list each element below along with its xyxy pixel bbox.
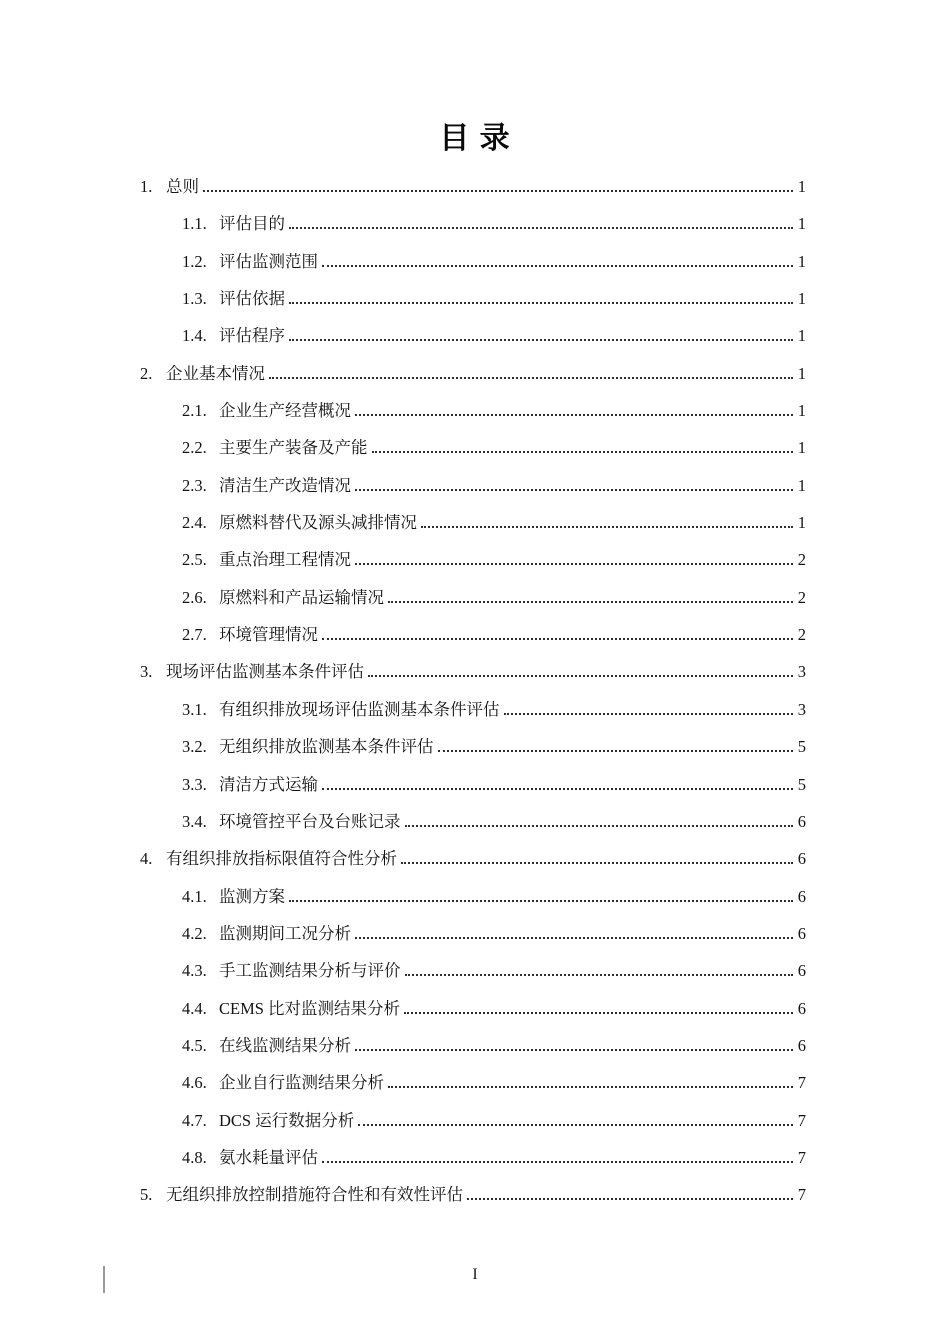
toc-entry-label: 清洁生产改造情况: [219, 475, 351, 495]
toc-entry-page-number: 6: [797, 849, 806, 869]
toc-entry-number: 2.: [140, 363, 153, 383]
toc-entry[interactable]: [140, 1027, 806, 1064]
toc-entry-label: 清洁方式运输: [219, 774, 318, 794]
table-of-contents: [140, 168, 806, 1214]
toc-entry-label: DCS 运行数据分析: [219, 1110, 355, 1130]
toc-dotted-leader: [289, 898, 793, 902]
toc-entry[interactable]: [140, 952, 806, 989]
toc-entry-label: 原燃料替代及源头减排情况: [219, 513, 417, 533]
footer-page-number: I: [472, 1266, 478, 1283]
toc-entry[interactable]: [140, 803, 806, 840]
toc-entry-label: 原燃料和产品运输情况: [219, 587, 384, 607]
toc-entry-page-number: 7: [797, 1147, 806, 1167]
toc-entry-number: 2.7.: [182, 625, 207, 645]
toc-entry-number: 4.1.: [182, 886, 207, 906]
toc-entry-number: 3.3.: [182, 774, 207, 794]
toc-entry-page-number: 7: [797, 1110, 806, 1130]
toc-entry-page-number: 2: [797, 587, 806, 607]
toc-entry-number: 1.2.: [182, 251, 207, 271]
toc-entry-label: 总则: [166, 177, 199, 196]
toc-dotted-leader: [289, 337, 793, 341]
toc-entry-label: 有组织排放指标限值符合性分析: [166, 849, 397, 869]
toc-entry-number: 3.2.: [182, 737, 207, 757]
toc-entry[interactable]: [140, 205, 806, 242]
toc-entry-number: 2.2.: [182, 438, 207, 458]
toc-entry-page-number: 6: [797, 1035, 806, 1055]
toc-entry-number: 2.4.: [182, 513, 207, 533]
toc-entry-number: 3.: [140, 662, 153, 682]
page-title: 目 录: [439, 122, 511, 155]
toc-entry-label: 主要生产装备及产能: [219, 438, 368, 458]
toc-entry-label: 监测方案: [219, 886, 285, 906]
toc-entry-page-number: 7: [797, 1073, 806, 1093]
toc-entry[interactable]: [140, 1102, 806, 1139]
toc-entry-number: 4.6.: [182, 1073, 207, 1093]
toc-entry-number: 1.3.: [182, 289, 207, 309]
toc-dotted-leader: [358, 1122, 793, 1126]
toc-dotted-leader: [355, 412, 793, 416]
toc-entry-page-number: 6: [797, 998, 806, 1018]
toc-entry[interactable]: [140, 691, 806, 728]
toc-entry-label: 评估程序: [219, 326, 285, 346]
toc-entry-number: 4.5.: [182, 1035, 207, 1055]
toc-dotted-leader: [368, 673, 793, 677]
toc-entry-number: 4.3.: [182, 961, 207, 981]
toc-entry-page-number: 1: [797, 513, 806, 533]
toc-dotted-leader: [289, 300, 793, 304]
toc-entry-page-number: 3: [797, 662, 806, 682]
toc-dotted-leader: [404, 1010, 793, 1014]
toc-entry-label: 现场评估监测基本条件评估: [166, 662, 364, 682]
toc-entry[interactable]: [140, 504, 806, 541]
toc-entry[interactable]: [140, 840, 806, 877]
toc-entry-label: 评估目的: [219, 214, 285, 234]
toc-entry-page-number: 1: [797, 401, 806, 421]
toc-entry-label: 重点治理工程情况: [219, 550, 351, 570]
toc-entry[interactable]: [140, 429, 806, 466]
toc-entry-page-number: 6: [797, 923, 806, 943]
toc-dotted-leader: [355, 561, 793, 565]
toc-entry-number: 3.1.: [182, 699, 207, 719]
toc-entry-number: 1.4.: [182, 326, 207, 346]
toc-dotted-leader: [388, 1084, 793, 1088]
toc-entry-number: 2.3.: [182, 475, 207, 495]
toc-entry-number: 1.1.: [182, 214, 207, 234]
toc-dotted-leader: [289, 225, 793, 229]
toc-entry-page-number: 3: [797, 699, 806, 719]
toc-dotted-leader: [322, 1159, 793, 1163]
toc-entry[interactable]: [140, 579, 806, 616]
toc-entry-label: 手工监测结果分析与评价: [219, 961, 401, 981]
toc-entry-label: 无组织排放控制措施符合性和有效性评估: [166, 1185, 463, 1205]
toc-dotted-leader: [203, 188, 793, 192]
toc-entry-page-number: 2: [797, 625, 806, 645]
toc-entry-number: 2.6.: [182, 587, 207, 607]
toc-dotted-leader: [405, 823, 793, 827]
toc-entry-label: 环境管理情况: [219, 625, 318, 645]
toc-dotted-leader: [401, 860, 793, 864]
toc-entry-number: 3.4.: [182, 811, 207, 831]
toc-entry[interactable]: [140, 766, 806, 803]
toc-entry-label: 监测期间工况分析: [219, 923, 351, 943]
toc-entry-page-number: 5: [797, 774, 806, 794]
toc-dotted-leader: [355, 935, 793, 939]
toc-entry-page-number: 6: [797, 961, 806, 981]
toc-entry[interactable]: [140, 1176, 806, 1213]
toc-entry-page-number: 6: [797, 811, 806, 831]
toc-entry[interactable]: [140, 915, 806, 952]
toc-entry-label: 氨水耗量评估: [219, 1147, 318, 1167]
toc-dotted-leader: [504, 711, 793, 715]
toc-dotted-leader: [322, 786, 793, 790]
toc-entry[interactable]: [140, 280, 806, 317]
toc-dotted-leader: [322, 636, 793, 640]
toc-entry-label: CEMS 比对监测结果分析: [219, 998, 401, 1018]
toc-dotted-leader: [355, 487, 793, 491]
toc-entry-number: 2.5.: [182, 550, 207, 570]
toc-entry[interactable]: [140, 653, 806, 690]
toc-dotted-leader: [438, 748, 793, 752]
toc-dotted-leader: [269, 375, 793, 379]
toc-entry[interactable]: [140, 317, 806, 354]
toc-entry-number: 4.2.: [182, 923, 207, 943]
toc-entry[interactable]: [140, 467, 806, 504]
toc-entry[interactable]: [140, 728, 806, 765]
toc-dotted-leader: [322, 263, 793, 267]
toc-entry[interactable]: [140, 168, 806, 205]
toc-entry-page-number: 1: [797, 251, 806, 271]
toc-entry[interactable]: [140, 392, 806, 429]
toc-entry-label: 评估依据: [219, 289, 285, 309]
toc-entry-page-number: 1: [797, 289, 806, 309]
toc-entry-page-number: 1: [797, 475, 806, 495]
toc-entry-number: 1.: [140, 177, 153, 196]
toc-entry[interactable]: [140, 1139, 806, 1176]
toc-dotted-leader: [405, 972, 793, 976]
toc-entry[interactable]: [140, 541, 806, 578]
toc-entry-number: 4.8.: [182, 1147, 207, 1167]
toc-entry-number: 2.1.: [182, 401, 207, 421]
toc-entry-page-number: 1: [797, 177, 806, 196]
toc-entry-page-number: 1: [797, 326, 806, 346]
toc-entry-page-number: 6: [797, 886, 806, 906]
toc-entry-number: 4.: [140, 849, 153, 869]
toc-dotted-leader: [467, 1196, 793, 1200]
toc-entry[interactable]: [140, 990, 806, 1027]
toc-entry[interactable]: [140, 1064, 806, 1101]
toc-entry-number: 4.4.: [182, 998, 207, 1018]
toc-entry-label: 无组织排放监测基本条件评估: [219, 737, 434, 757]
toc-entry-page-number: 1: [797, 363, 806, 383]
toc-entry-page-number: 1: [797, 214, 806, 234]
toc-entry-page-number: 7: [797, 1185, 806, 1205]
toc-entry-label: 评估监测范围: [219, 251, 318, 271]
toc-entry-label: 企业生产经营概况: [219, 401, 351, 421]
toc-entry[interactable]: [140, 616, 806, 653]
toc-dotted-leader: [421, 524, 793, 528]
toc-entry-label: 企业基本情况: [166, 363, 265, 383]
toc-entry-number: 5.: [140, 1185, 153, 1205]
toc-entry-label: 在线监测结果分析: [219, 1035, 351, 1055]
toc-entry-page-number: 2: [797, 550, 806, 570]
toc-entry-page-number: 1: [797, 438, 806, 458]
toc-dotted-leader: [372, 449, 793, 453]
toc-entry-page-number: 5: [797, 737, 806, 757]
toc-entry[interactable]: [140, 878, 806, 915]
toc-dotted-leader: [355, 1047, 793, 1051]
toc-entry-label: 环境管控平台及台账记录: [219, 811, 401, 831]
toc-entry-number: 4.7.: [182, 1110, 207, 1130]
toc-entry-label: 有组织排放现场评估监测基本条件评估: [219, 699, 500, 719]
toc-entry[interactable]: [140, 243, 806, 280]
toc-dotted-leader: [388, 599, 793, 603]
toc-entry-label: 企业自行监测结果分析: [219, 1073, 384, 1093]
toc-entry[interactable]: [140, 355, 806, 392]
